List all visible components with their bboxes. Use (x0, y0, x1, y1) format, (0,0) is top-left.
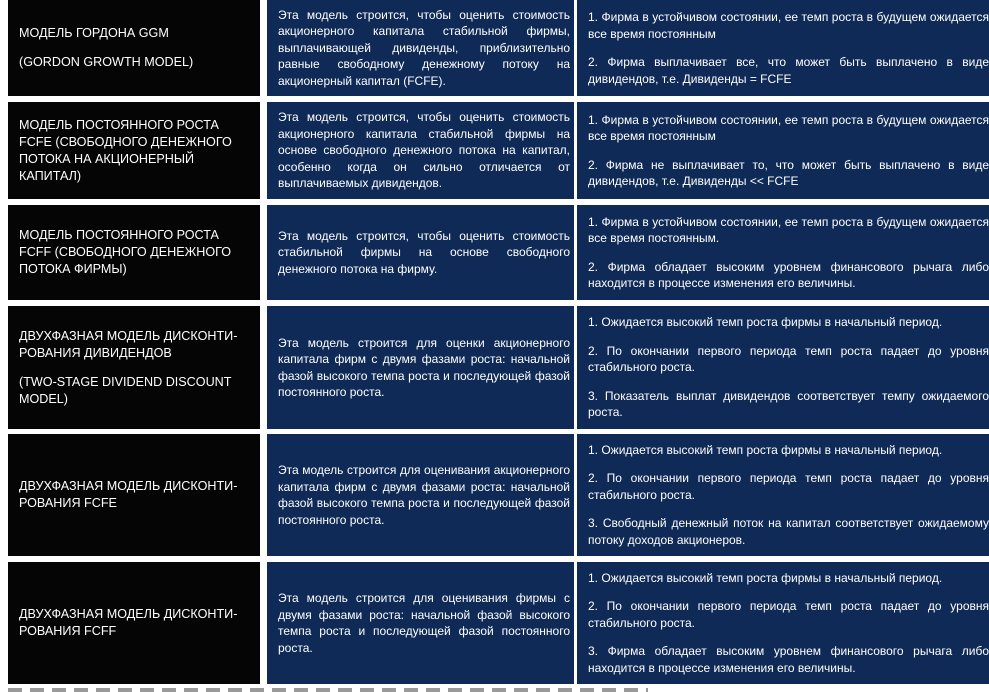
condition-item: 1. Ожидается высокий темп роста фирмы в начальный период. (588, 570, 943, 585)
table-row (8, 205, 989, 300)
condition-item: 1. Фирма в устойчивом состоянии, ее темп роста в будущем ожидается все время постоянным (588, 112, 989, 143)
model-conditions-cell (577, 306, 989, 429)
model-purpose-cell (267, 102, 574, 199)
condition-item: 2. По окончании первого периода темп роста падает до уровня стабильного роста. (588, 343, 989, 375)
condition-item: 2. Фирма не выплачивает то, что может быть выплачено в виде дивидендов, т.е. Дивиденды << FCFE (588, 157, 989, 188)
model-purpose: Эта модель строится для оценки акционерного капитала фирм с двумя фазами роста: начальной фазой высокого темпа роста и последующей фазой постоянного роста. (278, 335, 570, 399)
condition-item: 2. Фирма обладает высоким уровнем финансового рычага либо находится в процессе изменения его величины. (588, 259, 989, 290)
model-conditions-cell (577, 0, 989, 96)
condition-item: 1. Ожидается высокий темп роста фирмы в начальный период. (588, 315, 943, 330)
model-name-cell (8, 0, 260, 96)
model-name: ДВУХФАЗНАЯ МОДЕЛЬ ДИСКОНТИ-РОВАНИЯ FCFF (19, 607, 238, 638)
condition-item: 2. Фирма выплачивает все, что может быть выплачено в виде дивидендов, т.е. Дивиденды = FCFE (588, 55, 989, 86)
model-conditions-cell (577, 205, 989, 300)
condition-item: 1. Ожидается высокий темп роста фирмы в начальный период. (588, 442, 943, 457)
table-row (8, 306, 989, 429)
model-conditions-cell (577, 102, 989, 199)
condition-item: 1. Фирма в устойчивом состоянии, ее темп роста в будущем ожидается все время постоянным. (588, 214, 989, 245)
condition-item: 3. Показатель выплат дивидендов соответствует темпу ожидаемого роста. (588, 388, 989, 420)
model-name-cell (8, 434, 260, 556)
model-purpose: Эта модель строится, чтобы оценить стоимость акционерного капитала стабильной фирмы, выплачивающей дивиденды, приблизительно равные свободному денежному потоку на акционерный капитал (FCFE). (278, 7, 570, 88)
table-row (8, 562, 989, 684)
model-purpose: Эта модель строится, чтобы оценить стоимость акционерного капитала стабильной фирмы на основе свободного денежного потока на капитал, особенно когда он сильно отличается от выплачиваемых дивидендов. (278, 110, 570, 191)
model-purpose: Эта модель строится для оценивания акционерного капитала фирм с двумя фазами роста: начальной фазой высокого темпа роста и последующей фазой постоянного роста. (278, 463, 570, 527)
model-conditions-cell (577, 562, 989, 684)
model-name: МОДЕЛЬ ПОСТОЯННОГО РОСТА FCFF (СВОБОДНОГО ДЕНЕЖНОГО ПОТОКА ФИРМЫ) (19, 228, 232, 276)
table-row (8, 0, 989, 96)
model-name-cell (8, 102, 260, 199)
model-name: ДВУХФАЗНАЯ МОДЕЛЬ ДИСКОНТИ-РОВАНИЯ ДИВИДЕНДОВ (19, 328, 238, 360)
condition-item: 1. Фирма в устойчивом состоянии, ее темп роста в будущем ожидается все время постоянным (588, 10, 989, 41)
model-name: МОДЕЛЬ ГОРДОНА GGM (19, 26, 169, 40)
model-conditions-cell (577, 434, 989, 556)
model-purpose: Эта модель строится для оценивания фирмы с двумя фазами роста: начальной фазой высокого темпа роста и последующей фазой постоянного роста. (278, 591, 570, 655)
model-name-english: (GORDON GROWTH MODEL) (19, 55, 194, 69)
table-row (8, 434, 989, 556)
condition-item: 3. Свободный денежный поток на капитал соответствует ожидаемому потоку доходов акционеров. (588, 516, 989, 547)
model-name-cell (8, 562, 260, 684)
condition-item: 2. По окончании первого периода темп роста падает до уровня стабильного роста. (588, 599, 989, 630)
model-purpose-cell (267, 562, 574, 684)
model-purpose-cell (267, 434, 574, 556)
model-purpose-cell (267, 205, 574, 300)
model-name-cell (8, 306, 260, 429)
cut-off-text-line (8, 688, 648, 692)
model-name: ДВУХФАЗНАЯ МОДЕЛЬ ДИСКОНТИ-РОВАНИЯ FCFE (19, 479, 238, 510)
model-name: МОДЕЛЬ ПОСТОЯННОГО РОСТА FCFE (СВОБОДНОГО ДЕНЕЖНОГО ПОТОКА НА АКЦИОНЕРНЫЙ КАПИТАЛ) (19, 117, 232, 183)
model-name-english: (TWO-STAGE DIVIDEND DISCOUNT MODEL) (19, 374, 232, 406)
model-purpose-cell (267, 0, 574, 96)
condition-item: 3. Фирма обладает высоким уровнем финансового рычага либо находится в процессе изменения его величины. (588, 644, 989, 675)
model-name-cell (8, 205, 260, 300)
model-purpose: Эта модель строится, чтобы оценить стоимость стабильной фирмы на основе свободного денежного потока на фирму. (278, 228, 570, 276)
condition-item: 2. По окончании первого периода темп роста падает до уровня стабильного роста. (588, 471, 989, 502)
table-row (8, 102, 989, 199)
model-purpose-cell (267, 306, 574, 429)
